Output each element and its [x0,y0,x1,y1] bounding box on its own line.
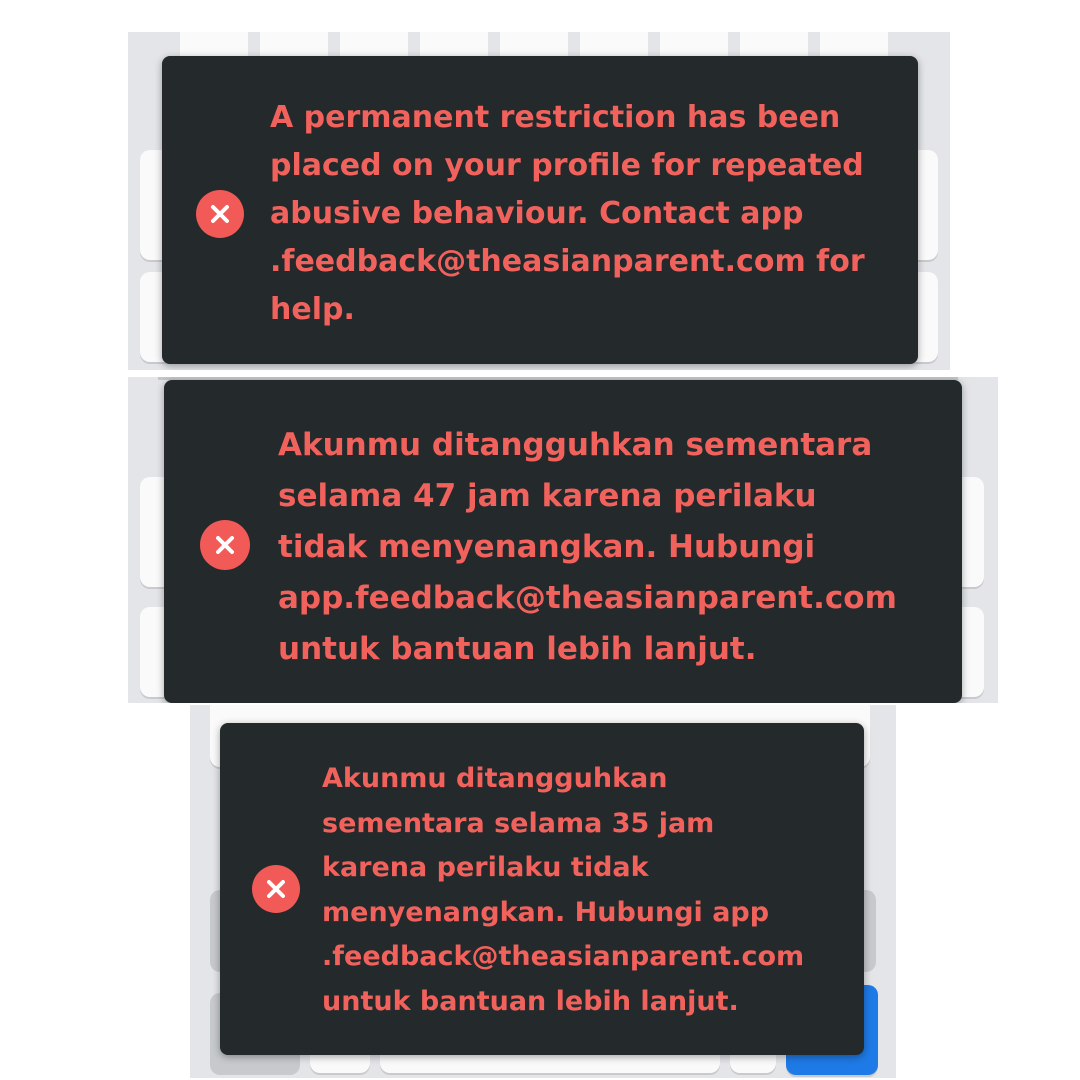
toast-message: Akunmu ditangguhkan sementara selama 35 jam karena perilaku tidak menyenangkan. Hubungi app .feedback@theasianparent.com untuk bantuan lebih lanjut. [322,763,805,1017]
toast-message: Akunmu ditangguhkan sementara selama 47 jam karena perilaku tidak menyenangkan. Hubungi app.feedback@theasianparent.com untuk bantuan lebih lanjut. [278,427,897,667]
error-x-icon [252,865,300,913]
screenshot-2 [128,377,998,703]
error-x-icon [200,520,250,570]
toast-suspension-35-hours [220,723,864,1055]
toast-restriction-permanent [162,56,918,364]
screenshot-3 [190,705,896,1078]
toast-suspension-47-hours [164,380,962,703]
screenshot-1 [128,32,950,370]
toast-message: A permanent restriction has been placed on your profile for repeated abusive behaviour. Contact app .feedback@theasianparent.com for help. [270,100,865,327]
error-x-icon [196,190,244,238]
